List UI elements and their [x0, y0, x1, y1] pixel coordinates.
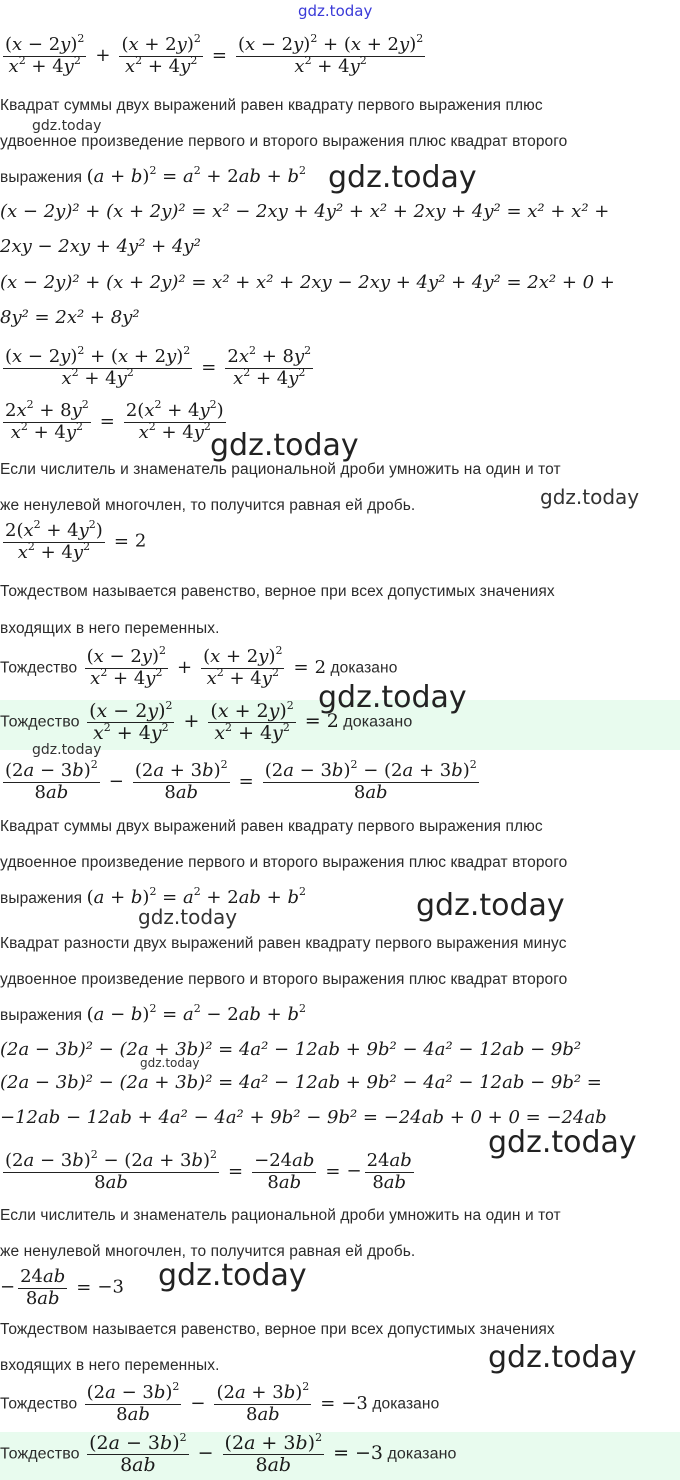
rule-identity-2-line1: Тождеством называется равенство, верное при всех допустимых значениях — [0, 1321, 555, 1338]
rule-sum-square-2-line1: Квадрат суммы двух выражений равен квадрату первого выражения плюс — [0, 818, 543, 835]
identity-word: Тождество — [0, 659, 78, 677]
identity-value: 2 — [314, 656, 327, 678]
p1-expansion-line-c: (x − 2y)² + (x + 2y)² = x² + x² + 2xy − 2xy + 4y² + 4y² = 2x² + 0 + — [0, 272, 615, 293]
proved-word: доказано — [372, 1395, 440, 1413]
watermark: gdz.today — [210, 428, 359, 463]
p1-factored-fraction: $\frac{2x^2 + 8y^2}{x^2 + 4y^2}$ = $\frac{2(x^2 + 4y^2)}{x^2 + 4y^2}$ — [5, 398, 224, 443]
watermark: gdz.today — [138, 905, 238, 929]
p1-result-fraction: $\frac{2(x^2 + 4y^2)}{x^2 + 4y^2}$ = 2 — [5, 518, 147, 563]
identity-word: Тождество — [0, 1395, 78, 1413]
proved-word: доказано — [330, 659, 398, 677]
rule-sum-square-line3: выражения $(a + b)^2 = a^2 + 2ab + b^2$ — [0, 164, 307, 187]
rule-diff-square-line2: удвоенное произведение первого и второго выражения плюс квадрат второго — [0, 971, 568, 988]
rule-fraction-2-line2: же ненулевой многочлен, то получится равная ей дробь. — [0, 1243, 416, 1260]
rule-diff-square-line1: Квадрат разности двух выражений равен квадрату первого выражения минус — [0, 935, 567, 952]
proved-word: доказано — [343, 713, 413, 731]
p2-result-value: −3 — [97, 1276, 124, 1298]
p2-result-fraction: − $\frac{24ab}{8ab}$ = −3 — [0, 1266, 124, 1309]
rule-sum-square-line1: Квадрат суммы двух выражений равен квадрату первого выражения плюс — [0, 97, 543, 114]
watermark: gdz.today — [32, 742, 102, 758]
rule-text: выражения — [0, 1007, 83, 1024]
rule-text: выражения — [0, 890, 83, 907]
rule-fraction-2-line1: Если числитель и знаменатель рациональной дроби умножить на один и тот — [0, 1207, 561, 1224]
identity-value: −3 — [355, 1441, 384, 1464]
p1-result-value: 2 — [134, 530, 147, 552]
watermark-top: gdz.today — [298, 2, 373, 20]
p2-simplified-fraction: $\frac{(2a - 3b)^2 - (2a + 3b)^2}{8ab}$ = $\frac{-24ab}{8ab}$ = − $\frac{24ab}{8ab}$ — [5, 1148, 412, 1193]
rule-identity-2-line2: входящих в него переменных. — [0, 1357, 220, 1374]
rule-identity-line1: Тождеством называется равенство, верное при всех допустимых значениях — [0, 583, 555, 600]
p2-fraction-diff: $\frac{(2a - 3b)^2}{8ab}$ − $\frac{(2a + 3b)^2}{8ab}$ = $\frac{(2a - 3b)^2 - (2a + 3b)^2}{8ab}$ — [5, 758, 477, 803]
p2-identity-highlighted: Тождество $\frac{(2a - 3b)^2}{8ab}$ − $\frac{(2a + 3b)^2}{8ab}$ = −3 доказано — [0, 1431, 457, 1476]
identity-word: Тождество — [0, 713, 80, 731]
p1-expansion-line-d: 8y² = 2x² + 8y² — [0, 307, 140, 328]
proved-word: доказано — [387, 1445, 457, 1463]
rule-sum-square-line2: удвоенное произведение первого и второго выражения плюс квадрат второго — [0, 133, 568, 150]
p1-identity-statement: Тождество $\frac{(x - 2y)^2}{x^2 + 4y^2}$ + $\frac{(x + 2y)^2}{x^2 + 4y^2}$ = 2 доказано — [0, 644, 398, 689]
watermark: gdz.today — [488, 1125, 637, 1160]
watermark: gdz.today — [416, 888, 565, 923]
identity-value: 2 — [326, 709, 339, 732]
rule-text: выражения — [0, 169, 83, 186]
p2-identity-statement: Тождество $\frac{(2a - 3b)^2}{8ab}$ − $\frac{(2a + 3b)^2}{8ab}$ = −3 доказано — [0, 1380, 440, 1425]
rule-fraction-line2: же ненулевой многочлен, то получится равная ей дробь. — [0, 497, 416, 514]
rule-sum-square-2-line2: удвоенное произведение первого и второго выражения плюс квадрат второго — [0, 854, 568, 871]
p1-expansion-line-b: 2xy − 2xy + 4y² + 4y² — [0, 236, 201, 257]
rule-sum-square-2-line3: выражения $(a + b)^2 = a^2 + 2ab + b^2$ — [0, 885, 307, 908]
p2-expansion-line-c: −12ab − 12ab + 4a² − 4a² + 9b² − 9b² = −24ab + 0 + 0 = −24ab — [0, 1107, 607, 1128]
watermark: gdz.today — [328, 160, 477, 195]
rule-fraction-line1: Если числитель и знаменатель рациональной дроби умножить на один и тот — [0, 461, 561, 478]
watermark: gdz.today — [318, 680, 467, 715]
watermark: gdz.today — [540, 485, 640, 509]
watermark: gdz.today — [488, 1340, 637, 1375]
p2-expansion-line-b: (2a − 3b)² − (2a + 3b)² = 4a² − 12ab + 9b² − 4a² − 12ab − 9b² = — [0, 1072, 602, 1093]
p1-identity-highlighted: Тождество $\frac{(x - 2y)^2}{x^2 + 4y^2}$ + $\frac{(x + 2y)^2}{x^2 + 4y^2}$ = 2 доказано — [0, 699, 413, 744]
watermark: gdz.today — [158, 1258, 307, 1293]
identity-word: Тождество — [0, 1445, 80, 1463]
p1-fraction-sum: $\frac{(x - 2y)^2}{x^2 + 4y^2}$ + $\frac{(x + 2y)^2}{x^2 + 4y^2}$ = $\frac{(x - 2y)^2 + (x + 2y)^2}{x^2 + 4y^2}$ — [5, 32, 424, 77]
identity-value: −3 — [341, 1392, 368, 1414]
rule-diff-square-line3: выражения $(a - b)^2 = a^2 - 2ab + b^2$ — [0, 1002, 307, 1025]
p1-simplified-fraction: $\frac{(x - 2y)^2 + (x + 2y)^2}{x^2 + 4y^2}$ = $\frac{2x^2 + 8y^2}{x^2 + 4y^2}$ — [5, 344, 312, 389]
watermark: gdz.today — [32, 118, 102, 134]
p2-expansion-line-a: (2a − 3b)² − (2a + 3b)² = 4a² − 12ab + 9b² − 4a² − 12ab − 9b² — [0, 1039, 582, 1060]
rule-identity-line2: входящих в него переменных. — [0, 620, 220, 637]
p1-expansion-line-a: (x − 2y)² + (x + 2y)² = x² − 2xy + 4y² + x² + 2xy + 4y² = x² + x² + — [0, 201, 610, 222]
watermark: gdz.today — [140, 1056, 200, 1070]
